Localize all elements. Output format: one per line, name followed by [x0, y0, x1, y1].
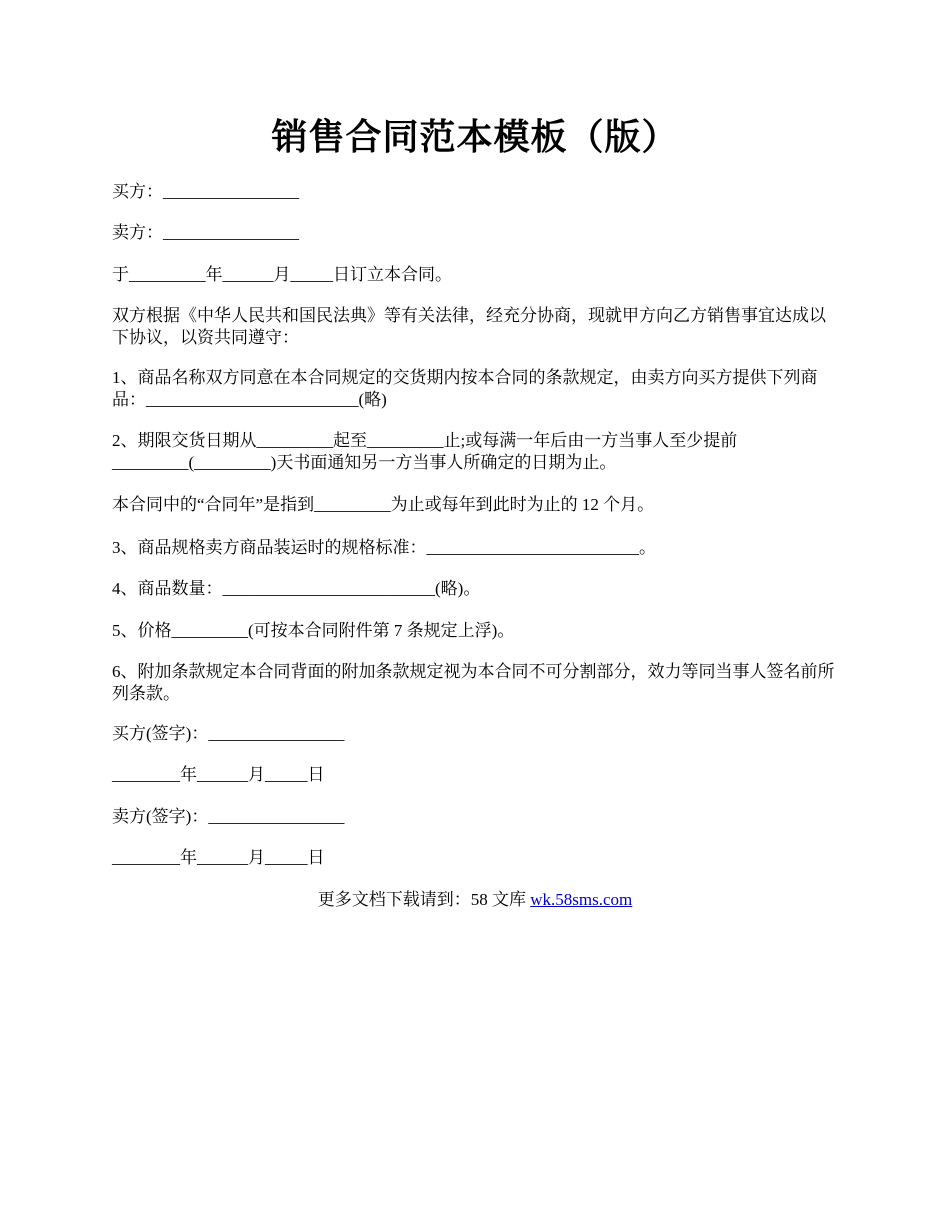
clause-3-specification: 3、商品规格卖方商品装运时的规格标准：_________________________。: [112, 538, 656, 557]
document-title: 销售合同范本模板（版）: [271, 117, 679, 157]
contract-date-line: 于_________年______月_____日订立本合同。: [112, 265, 452, 284]
buyer-signature-date: ________年______月_____日: [112, 765, 325, 784]
footer-text: 更多文档下载请到：58 文库: [317, 890, 531, 909]
seller-signature-line: 卖方(签字)：________________: [112, 807, 345, 826]
footer-link[interactable]: wk.58sms.com: [530, 890, 633, 909]
clause-6-additional-terms: 6、附加条款规定本合同背面的附加条款规定视为本合同不可分割部分，效力等同当事人签名前所列条款。: [112, 662, 835, 703]
seller-line: 卖方：________________: [112, 223, 299, 242]
contract-year-definition: 本合同中的“合同年”是指到_________为止或每年到此时为止的 12 个月。: [112, 495, 655, 514]
preamble-paragraph: 双方根据《中华人民共和国民法典》等有关法律，经充分协商，现就甲方向乙方销售事宜达成以下协议，以资共同遵守：: [112, 306, 826, 347]
buyer-signature-line: 买方(签字)：________________: [112, 724, 345, 743]
clause-5-price: 5、价格_________(可按本合同附件第 7 条规定上浮)。: [112, 621, 515, 640]
seller-signature-date: ________年______月_____日: [112, 848, 325, 867]
buyer-line: 买方：________________: [112, 182, 299, 201]
clause-4-quantity: 4、商品数量：_________________________(略)。: [112, 579, 481, 598]
footer: [0, 889, 950, 911]
clause-2-term: 2、期限交货日期从_________起至_________止;或每满一年后由一方当事人至少提前_________(_________)天书面通知另一方当事人所确定的日期为止。: [112, 431, 738, 472]
clause-1-goods: 1、商品名称双方同意在本合同规定的交货期内按本合同的条款规定，由卖方向买方提供下列商品：_________________________(略): [112, 368, 818, 409]
